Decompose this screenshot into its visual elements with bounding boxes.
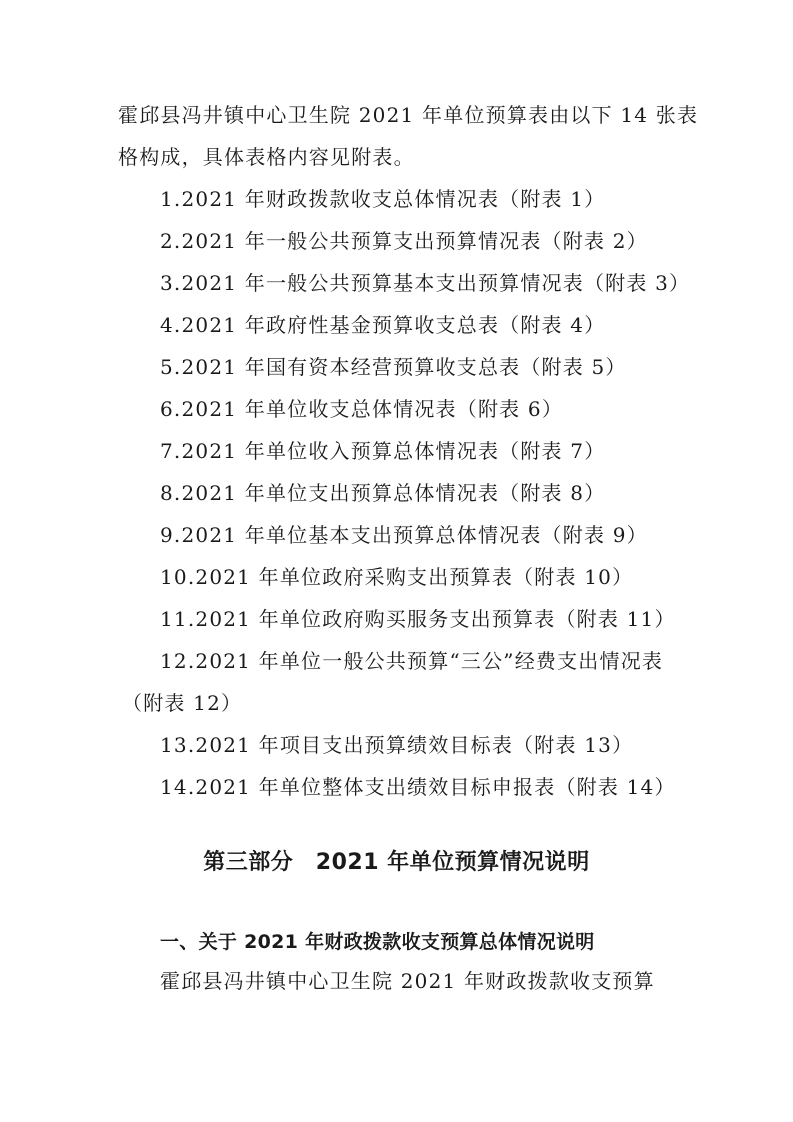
list-item-4: 4.2021 年政府性基金预算收支总表（附表 4） <box>160 313 606 337</box>
list-item-5: 5.2021 年国有资本经营预算收支总表（附表 5） <box>160 355 627 379</box>
intro-line-2: 格构成，具体表格内容见附表。 <box>118 145 415 169</box>
intro-line-1: 霍邱县冯井镇中心卫生院 2021 年单位预算表由以下 14 张表 <box>118 103 699 127</box>
list-item-12-continued: （附表 12） <box>122 691 243 715</box>
list-item-11: 11.2021 年单位政府购买服务支出预算表（附表 11） <box>160 607 676 631</box>
section-body-line-1: 霍邱县冯井镇中心卫生院 2021 年财政拨款收支预算 <box>160 969 655 993</box>
list-item-2: 2.2021 年一般公共预算支出预算情况表（附表 2） <box>160 229 648 253</box>
list-item-14: 14.2021 年单位整体支出绩效目标申报表（附表 14） <box>160 775 676 799</box>
section-subtitle: 一、关于 2021 年财政拨款收支预算总体情况说明 <box>160 931 595 953</box>
list-item-8: 8.2021 年单位支出预算总体情况表（附表 8） <box>160 481 606 505</box>
list-item-10: 10.2021 年单位政府采购支出预算表（附表 10） <box>160 565 634 589</box>
list-item-1: 1.2021 年财政拨款收支总体情况表（附表 1） <box>160 187 606 211</box>
list-item-6: 6.2021 年单位收支总体情况表（附表 6） <box>160 397 564 421</box>
list-item-9: 9.2021 年单位基本支出预算总体情况表（附表 9） <box>160 523 648 547</box>
list-item-3: 3.2021 年一般公共预算基本支出预算情况表（附表 3） <box>160 271 691 295</box>
list-item-13: 13.2021 年项目支出预算绩效目标表（附表 13） <box>160 733 634 757</box>
section-title: 第三部分 2021 年单位预算情况说明 <box>203 850 590 875</box>
list-item-7: 7.2021 年单位收入预算总体情况表（附表 7） <box>160 439 606 463</box>
list-item-12: 12.2021 年单位一般公共预算“三公”经费支出情况表 <box>160 649 664 673</box>
